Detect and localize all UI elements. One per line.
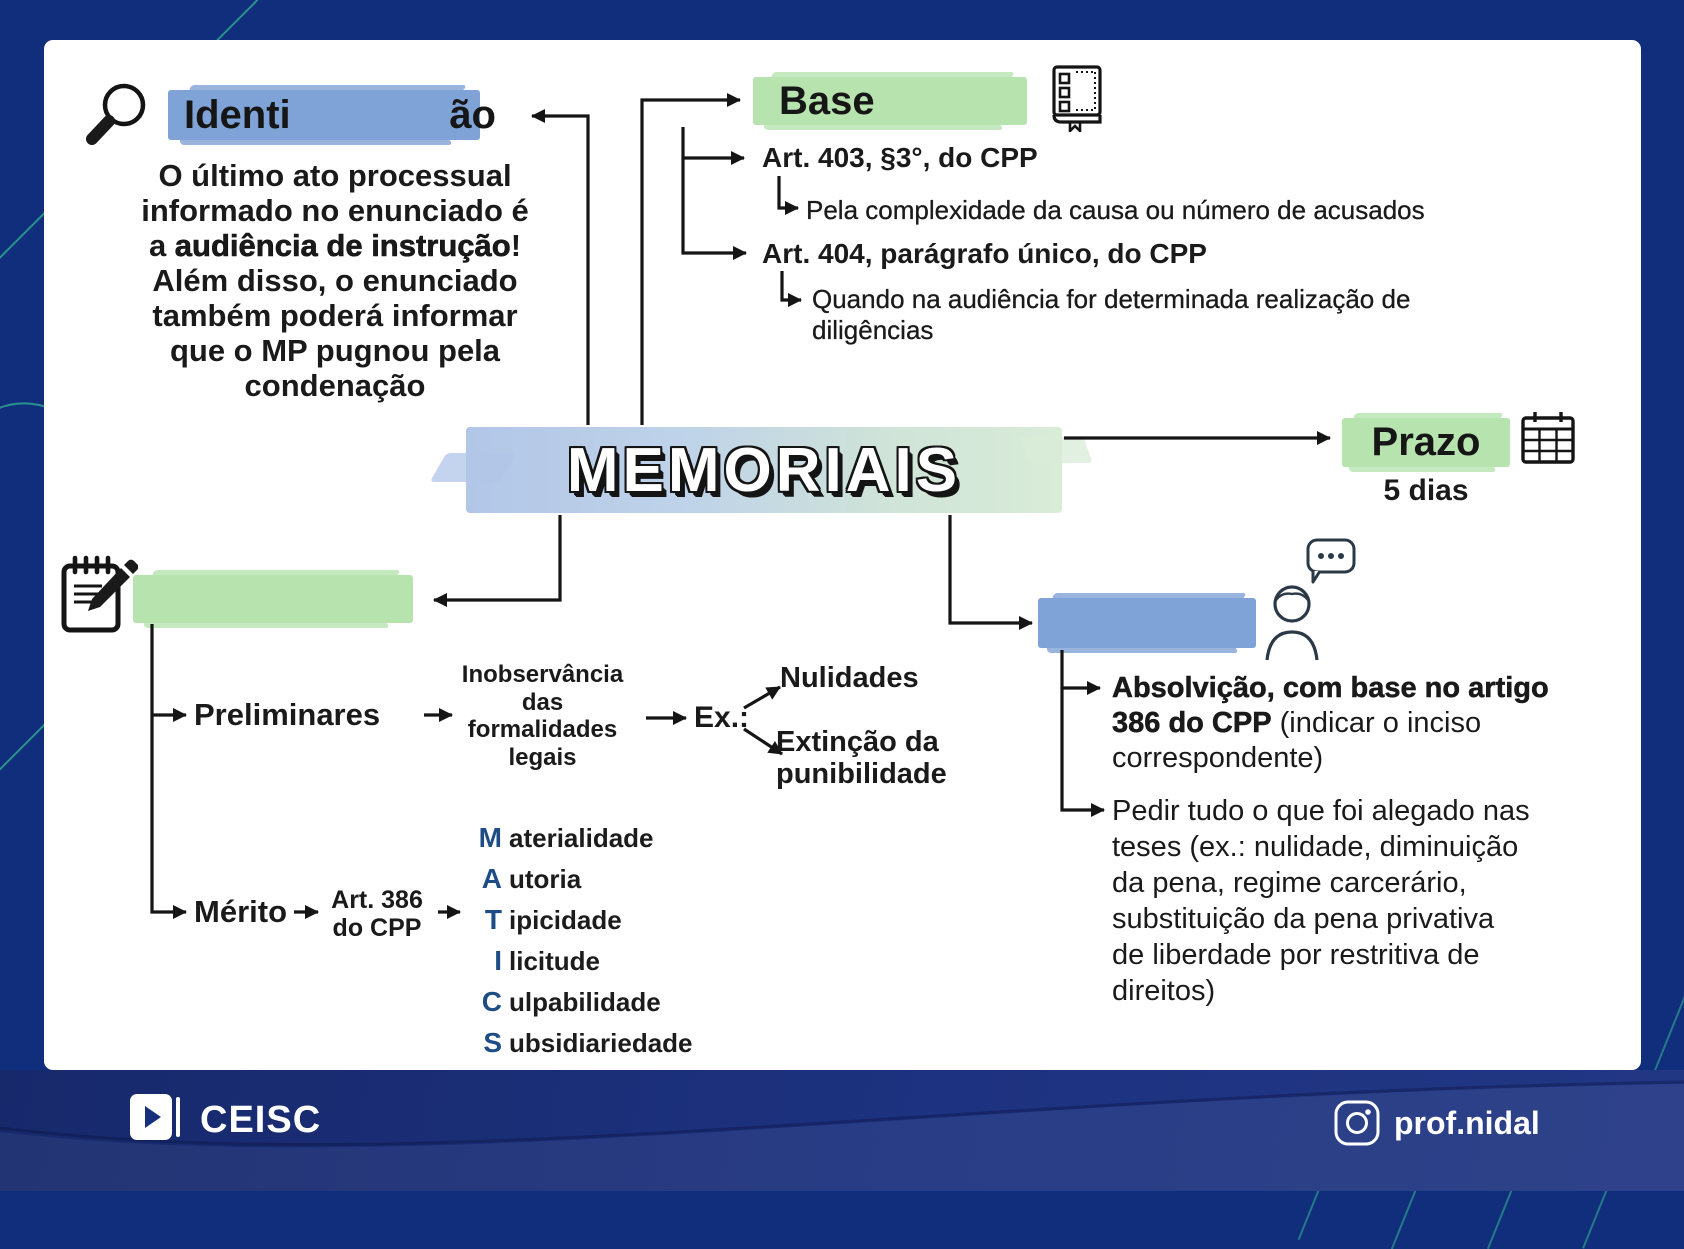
instagram-handle bbox=[1334, 1100, 1540, 1146]
prazo-highlight bbox=[1342, 418, 1510, 467]
matics-item: T ipicidade bbox=[468, 904, 693, 941]
base-art403-sub: Pela complexidade da causa ou número de acusados bbox=[806, 195, 1425, 225]
memoriais-title: MEMORIAIS bbox=[566, 435, 962, 505]
hidden-label-highlight-right bbox=[1038, 598, 1256, 648]
base-highlight bbox=[753, 77, 1027, 125]
book-icon bbox=[1046, 64, 1108, 132]
ceisc-book-icon bbox=[128, 1092, 186, 1148]
inobservancia-text: Inobservância das formalidades legais bbox=[461, 661, 624, 771]
matics-initial: A bbox=[481, 863, 502, 894]
prazo-value: 5 dias bbox=[1383, 474, 1469, 507]
ex-label: Ex.: bbox=[694, 701, 750, 734]
absolvicao-bold: Absolvição, com base no artigo 386 do CPP bbox=[1112, 672, 1549, 739]
prazo-title: Prazo bbox=[1371, 420, 1481, 464]
matics-item: I licitude bbox=[468, 945, 693, 982]
magnifier-icon bbox=[84, 80, 148, 146]
example-nulidades: Nulidades bbox=[780, 662, 919, 694]
art386-label: Art. 386 do CPP bbox=[331, 886, 423, 942]
matics-initial: S bbox=[483, 1027, 502, 1058]
identificacao-bold-phrase: audiência de instrução bbox=[174, 228, 511, 263]
base-art404: Art. 404, parágrafo único, do CPP bbox=[762, 238, 1207, 269]
calendar-icon bbox=[1520, 410, 1576, 466]
notepad-pencil-icon bbox=[58, 552, 138, 636]
speech-person-icon bbox=[1264, 538, 1356, 662]
matics-item: C ulpabilidade bbox=[468, 986, 693, 1023]
example-extincao: Extinção da punibilidade bbox=[776, 726, 947, 790]
matics-initial: C bbox=[481, 986, 502, 1017]
ceisc-logo bbox=[128, 1092, 321, 1148]
memoriais-banner bbox=[466, 427, 1062, 513]
identificacao-title-right: ão bbox=[449, 92, 496, 137]
instagram-handle-text: prof.nidal bbox=[1394, 1104, 1540, 1141]
preliminares-label: Preliminares bbox=[194, 697, 381, 732]
merito-label: Mérito bbox=[194, 894, 287, 929]
absolvicao-item bbox=[1112, 671, 1567, 776]
instagram-icon bbox=[1334, 1100, 1380, 1146]
identificacao-title-left: Identi bbox=[184, 92, 291, 137]
matics-item: A utoria bbox=[468, 863, 693, 900]
pedir-item: Pedir tudo o que foi alegado nas teses (ex.: nulidade, diminuição da pena, regime carcerário, substituição da pena privativa de liberdade por restritiva de direitos) bbox=[1112, 795, 1530, 1007]
matics-initial: T bbox=[484, 904, 502, 935]
matics-initial: I bbox=[494, 945, 502, 976]
hidden-label-highlight-left bbox=[133, 575, 413, 623]
base-art404-sub: Quando na audiência for determinada realização de diligências bbox=[812, 284, 1411, 345]
matics-item: M aterialidade bbox=[468, 822, 693, 859]
absolvicao-rest: (indicar o inciso correspondente) bbox=[1112, 707, 1482, 774]
base-art403: Art. 403, §3°, do CPP bbox=[762, 142, 1038, 173]
identificacao-text: O último ato processual informado no enunciado é a audiência de instrução! Além disso, o enunciado também poderá informar que o MP pugnou pela condenação bbox=[141, 158, 529, 403]
matics-list bbox=[468, 822, 693, 1068]
base-title: Base bbox=[779, 78, 875, 123]
ceisc-brand-text: CEISC bbox=[200, 1098, 322, 1141]
matics-item: S ubsidiariedade bbox=[468, 1027, 693, 1064]
matics-initial: M bbox=[478, 822, 502, 853]
identificacao-highlight bbox=[168, 90, 496, 140]
